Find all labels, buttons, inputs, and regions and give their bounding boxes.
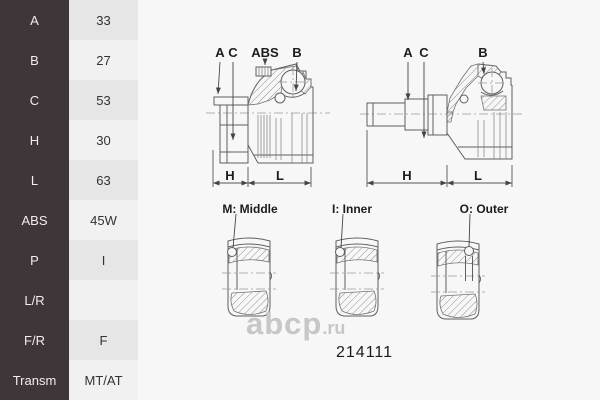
view-label-middle: M: Middle (222, 202, 278, 216)
spec-value: 63 (69, 160, 138, 200)
spec-label: ABS (0, 200, 69, 240)
right-joint-drawing (360, 62, 525, 187)
table-row (0, 320, 138, 360)
spec-value: 45W (69, 200, 138, 240)
spec-label: F/R (0, 320, 69, 360)
table-row (0, 240, 138, 280)
dim-letter-b-left: B (292, 45, 302, 60)
view-label-outer: O: Outer (459, 202, 509, 216)
inner-race-view (330, 214, 384, 316)
spec-label: B (0, 40, 69, 80)
spec-value: MT/AT (69, 360, 138, 400)
table-row (0, 120, 138, 160)
spec-label: L/R (0, 280, 69, 320)
dim-letter-c-right: C (419, 45, 429, 60)
outer-race-view (431, 214, 485, 319)
watermark-brand: abcp (246, 306, 323, 341)
dim-letter-h-right: H (402, 168, 412, 183)
spec-value (69, 280, 138, 320)
middle-race-view (222, 214, 276, 316)
table-row (0, 360, 138, 400)
spec-label: C (0, 80, 69, 120)
table-row (0, 200, 138, 240)
part-number: 214111 (336, 344, 394, 361)
spec-label: H (0, 120, 69, 160)
dim-letter-c-left: C (228, 45, 238, 60)
dim-letter-a-right: A (403, 45, 413, 60)
table-row (0, 280, 138, 320)
dim-letter-l-left: L (276, 168, 284, 183)
view-label-inner: I: Inner (331, 202, 373, 216)
watermark (246, 308, 345, 339)
spec-value: 27 (69, 40, 138, 80)
dim-letter-l-right: L (474, 168, 482, 183)
dim-letter-a-left: A (215, 45, 225, 60)
spec-value: 33 (69, 0, 138, 40)
spec-value: I (69, 240, 138, 280)
table-row (0, 0, 138, 40)
dim-letter-h-left: H (225, 168, 235, 183)
table-row (0, 40, 138, 80)
spec-label: A (0, 0, 69, 40)
spec-label: L (0, 160, 69, 200)
spec-label: P (0, 240, 69, 280)
spec-label: Transm (0, 360, 69, 400)
spec-value: 30 (69, 120, 138, 160)
table-row (0, 160, 138, 200)
dim-letter-b-right: B (478, 45, 488, 60)
table-row (0, 80, 138, 120)
dim-letter-abs-left: ABS (251, 45, 279, 60)
watermark-domain: .ru (322, 318, 346, 338)
spec-table (0, 0, 138, 400)
spec-value: 53 (69, 80, 138, 120)
spec-value: F (69, 320, 138, 360)
